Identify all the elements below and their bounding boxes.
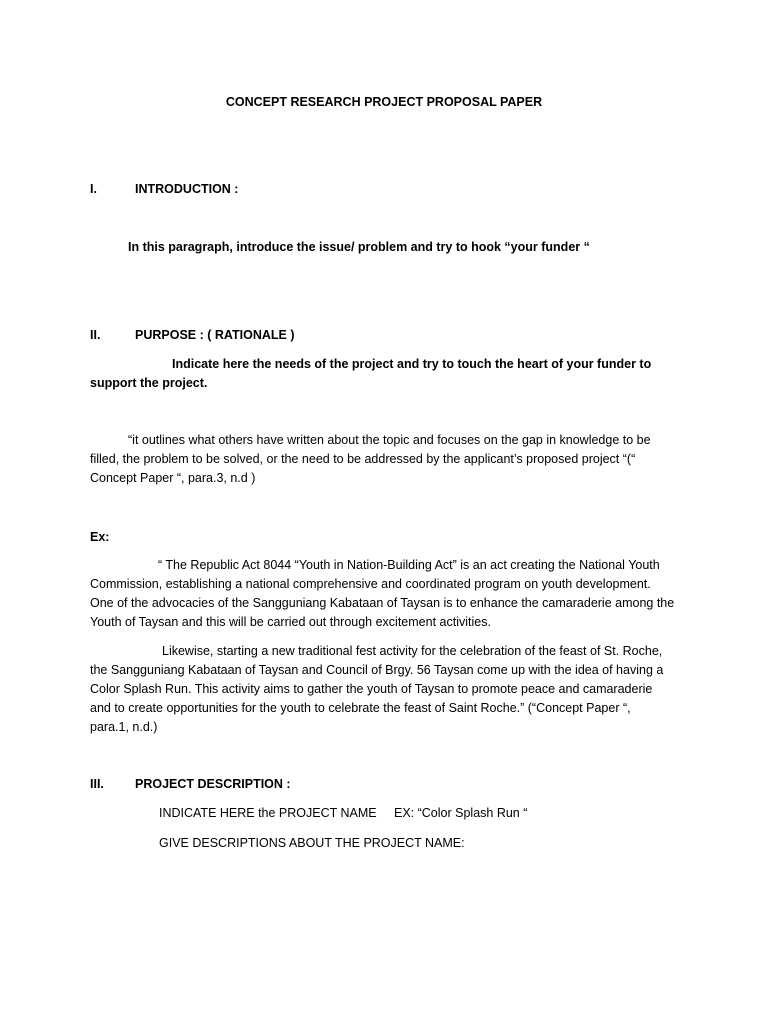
example-paragraph-line: One of the advocacies of the Sangguniang Kabataan of Taysan is to enhance the camaraderie among the — [90, 596, 675, 610]
section-heading-intro: INTRODUCTION : — [135, 182, 239, 196]
section-number-purpose: II. — [90, 328, 101, 342]
project-description-line: GIVE DESCRIPTIONS ABOUT THE PROJECT NAME: — [159, 836, 465, 850]
example-paragraph-line: Color Splash Run. This activity aims to gather the youth of Taysan to promote peace and camaraderie — [90, 682, 653, 696]
example-label: Ex: — [90, 530, 110, 544]
section-number-intro: I. — [90, 182, 97, 196]
example-paragraph-line: para.1, n.d.) — [90, 720, 158, 734]
purpose-quote-line: “it outlines what others have written about the topic and focuses on the gap in knowledge to be — [128, 433, 651, 447]
example-paragraph-line: Likewise, starting a new traditional fest activity for the celebration of the feast of St. Roche, — [162, 644, 663, 658]
example-paragraph-line: and to create opportunities for the youth to celebrate the feast of Saint Roche.” (“Concept Paper “, — [90, 701, 631, 715]
section-heading-purpose: PURPOSE : ( RATIONALE ) — [135, 328, 295, 342]
example-paragraph-line: the Sangguniang Kabataan of Taysan and Council of Brgy. 56 Taysan come up with the idea of having a — [90, 663, 664, 677]
project-name-line: INDICATE HERE the PROJECT NAME EX: “Color Splash Run “ — [159, 806, 528, 820]
example-paragraph-line: Commission, establishing a national comprehensive and coordinated program on youth development. — [90, 577, 651, 591]
purpose-quote-line: Concept Paper “, para.3, n.d ) — [90, 471, 256, 485]
example-paragraph-line: “ The Republic Act 8044 “Youth in Nation-Building Act” is an act creating the National Youth — [158, 558, 660, 572]
document-title: CONCEPT RESEARCH PROJECT PROPOSAL PAPER — [225, 95, 543, 109]
purpose-instruction-line: support the project. — [90, 376, 208, 390]
example-paragraph-line: Youth of Taysan and this will be carried out through excitement activities. — [90, 615, 491, 629]
intro-paragraph: In this paragraph, introduce the issue/ problem and try to hook “your funder “ — [128, 240, 590, 254]
purpose-instruction-line: Indicate here the needs of the project and try to touch the heart of your funder to — [172, 357, 652, 371]
section-heading-description: PROJECT DESCRIPTION : — [135, 777, 291, 791]
purpose-quote-line: filled, the problem to be solved, or the need to be addressed by the applicant’s proposed project “(“ — [90, 452, 636, 466]
section-number-description: III. — [90, 777, 104, 791]
